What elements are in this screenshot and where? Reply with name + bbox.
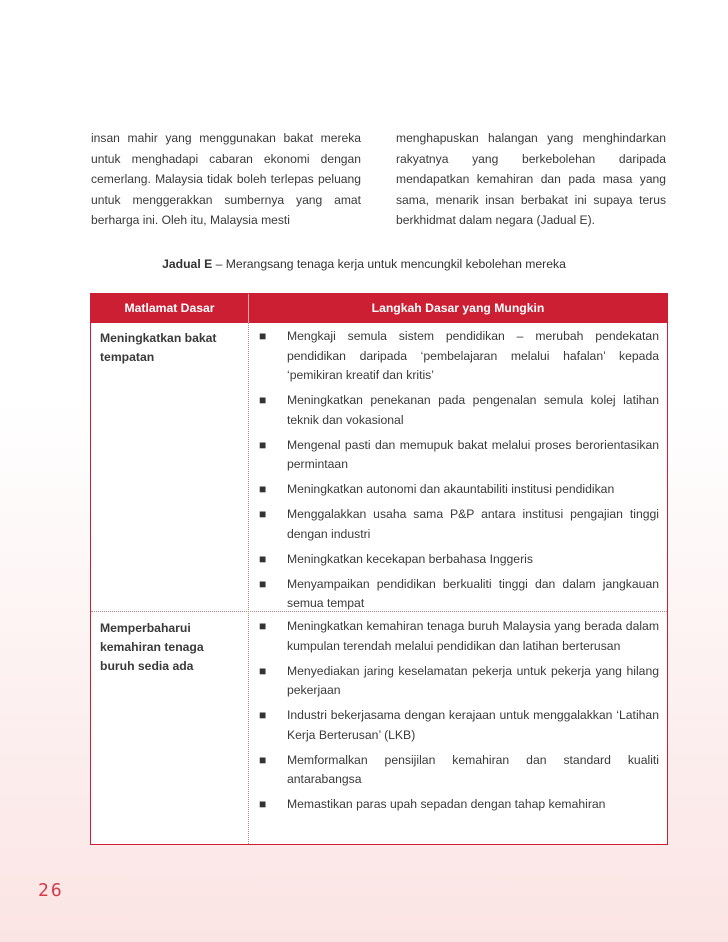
list-item-text: Meningkatkan kecekapan berbahasa Inggeris <box>287 551 533 566</box>
list-item <box>249 795 667 815</box>
list-item-text: Meningkatkan autonomi dan akauntabiliti institusi pendidikan <box>287 482 615 496</box>
bullet-icon: ■ <box>259 797 267 811</box>
list-item-text: Memastikan paras upah sepadan dengan tahap kemahiran <box>287 797 606 811</box>
bullet-icon: ■ <box>259 708 267 722</box>
list-item <box>249 575 667 614</box>
bullet-icon: ■ <box>259 576 267 591</box>
table-caption <box>0 257 728 271</box>
list-item-text: Meningkatkan penekanan pada pengenalan semula kolej latihan teknik dan vokasional <box>287 393 659 427</box>
body-text-right-column <box>396 128 666 231</box>
list-item-text: Menyediakan jaring keselamatan pekerja untuk pekerja yang hilang pekerjaan <box>287 663 659 697</box>
bullet-icon: ■ <box>259 752 267 767</box>
list-item <box>249 706 667 745</box>
body-paragraph: insan mahir yang menggunakan bakat mereka untuk menghadapi cabaran ekonomi dengan cemerlang. Malaysia tidak boleh terlepas peluang untuk menggerakkan sumbernya yang amat berharga ini. Oleh itu, Malaysia mesti <box>91 131 361 228</box>
bullet-icon: ■ <box>259 619 267 633</box>
list-item-text: Memformalkan pensijilan kemahiran dan standard kualiti antarabangsa <box>287 752 659 786</box>
table-header <box>91 294 667 323</box>
bullet-icon: ■ <box>259 663 267 678</box>
policy-table <box>90 293 668 845</box>
list-item <box>249 327 667 386</box>
list-item <box>249 662 667 701</box>
list-item-text: Industri bekerjasama dengan kerajaan untuk menggalakkan ‘Latihan Kerja Berterusan’ (LKB) <box>287 708 659 742</box>
list-item-text: Menggalakkan usaha sama P&P antara institusi pengajian tinggi dengan industri <box>287 507 659 541</box>
bullet-icon: ■ <box>259 437 267 452</box>
list-item <box>249 751 667 790</box>
body-text-left-column <box>91 128 361 231</box>
list-item-text: Menyampaikan pendidikan berkualiti tinggi dan dalam jangkauan semua tempat <box>287 576 659 610</box>
header-policy-steps: Langkah Dasar yang Mungkin <box>371 301 545 315</box>
page-number: 26 <box>38 880 64 901</box>
list-item <box>249 391 667 430</box>
list-item <box>249 436 667 475</box>
bullet-icon: ■ <box>259 482 267 496</box>
list-item-text: Meningkatkan kemahiran tenaga buruh Malaysia yang berada dalam kumpulan terendah melalui pendidikan dan latihan berterusan <box>287 619 659 653</box>
list-item-text: Mengenal pasti dan memupuk bakat melalui proses berorientasikan permintaan <box>287 437 659 471</box>
bullet-icon: ■ <box>259 507 267 521</box>
list-item <box>249 550 667 570</box>
list-item <box>249 617 667 656</box>
list-item <box>249 480 667 500</box>
row-steps-upskill-workforce <box>249 617 667 820</box>
bullet-icon: ■ <box>259 551 267 566</box>
row-goal-local-talent: Meningkatkan bakat tempatan <box>100 331 217 364</box>
list-item-text: Mengkaji semula sistem pendidikan – merubah pendekatan pendidikan daripada ‘pembelajaran melalui hafalan’ kepada ‘pemikiran kreatif dan kritis’ <box>287 329 659 382</box>
row-steps-local-talent <box>249 327 667 619</box>
bullet-icon: ■ <box>259 393 267 407</box>
row-goal-upskill-workforce: Memperbaharui kemahiran tenaga buruh sedia ada <box>100 621 204 673</box>
body-paragraph: menghapuskan halangan yang menghindarkan rakyatnya yang berkebolehan daripada mendapatkan kemahiran dan pada masa yang sama, menarik insan berbakat ini supaya terus berkhidmat dalam negara (Jadual E). <box>396 131 666 228</box>
bullet-icon: ■ <box>259 329 267 343</box>
header-policy-goal: Matlamat Dasar <box>124 301 215 315</box>
table-caption-text: – Merangsang tenaga kerja untuk mencungkil kebolehan mereka <box>212 257 566 271</box>
table-caption-label: Jadual E <box>162 257 213 271</box>
list-item <box>249 505 667 544</box>
